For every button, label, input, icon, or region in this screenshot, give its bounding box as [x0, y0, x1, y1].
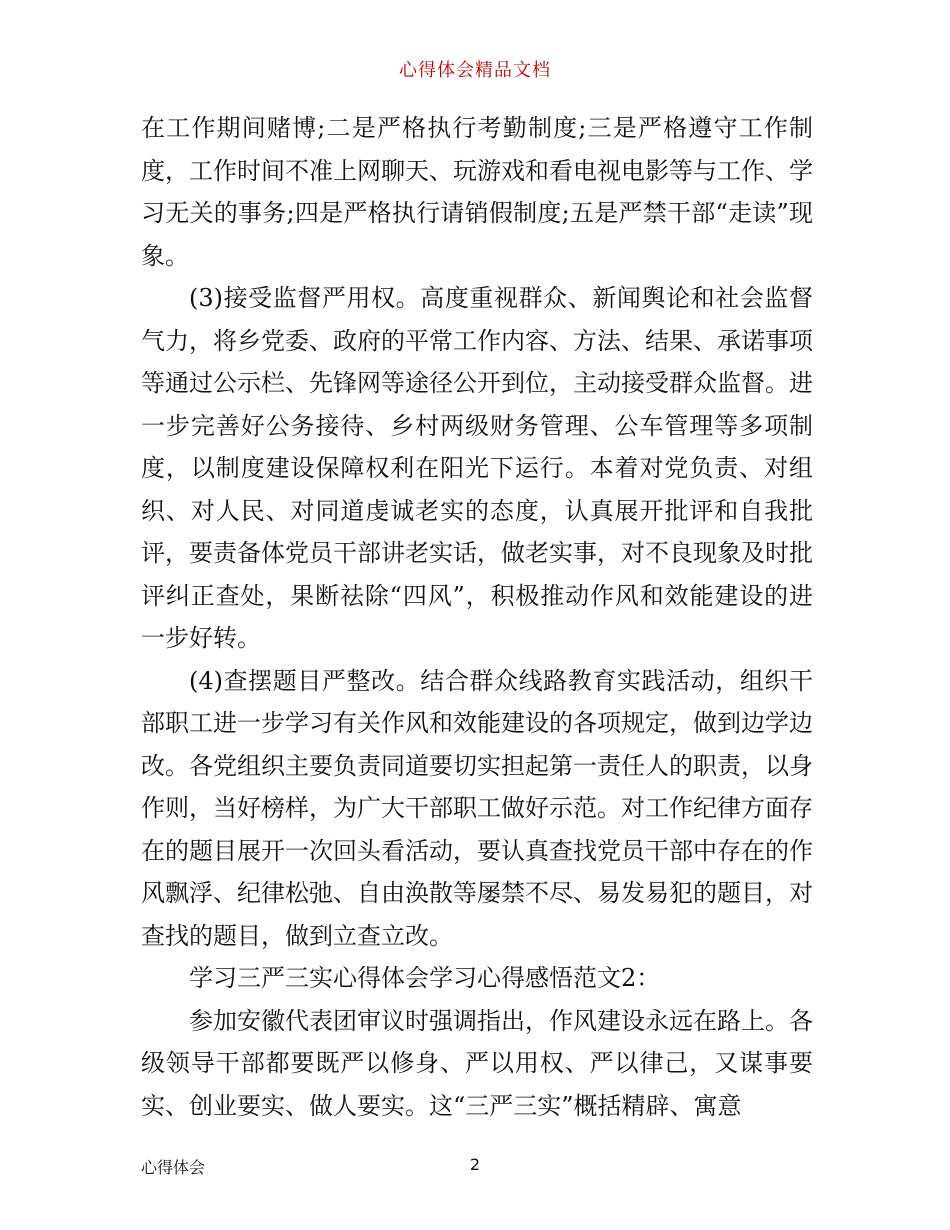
section-heading-sample-2: 学习三严三实心得体会学习心得感悟范文2：	[189, 964, 661, 992]
page-number: 2	[469, 1155, 481, 1174]
paragraph-three-strict-three-solid: 参加安徽代表团审议时强调指出，作风建设永远在路上。各级领导干部都要既严以修身、严以用权、严以律己，又谋事要实、创业要实、做人要实。这“三严三实”概括精辟、寓意	[141, 1006, 813, 1120]
footer-label: 心得体会	[141, 1158, 206, 1177]
paragraph-continuation: 在工作期间赌博;二是严格执行考勤制度;三是严格遵守工作制度，工作时间不准上网聊天、玩游戏和看电视电影等与工作、学习无关的事务;四是严格执行请销假制度;五是严禁干部“走读”现象。	[141, 114, 813, 270]
paragraph-rectification: (4)查摆题目严整改。结合群众线路教育实践活动，组织干部职工进一步学习有关作风和效能建设的各项规定，做到边学边改。各党组织主要负责同道要切实担起第一责任人的职责，以身作则，当好榜样，为广大干部职工做好示范。对工作纪律方面存在的题目展开一次回头看活动，要认真查找党员干部中存在的作风飘浮、纪律松弛、自由涣散等屡禁不尽、易发易犯的题目，对查找的题目，做到立查立改。	[141, 666, 813, 950]
paragraph-accept-supervision: (3)接受监督严用权。高度重视群众、新闻舆论和社会监督气力，将乡党委、政府的平常工作内容、方法、结果、承诺事项等通过公示栏、先锋网等途径公开到位，主动接受群众监督。进一步完善好公务接待、乡村两级财务管理、公车管理等多项制度，以制度建设保障权利在阳光下运行。本着对党负责、对组织、对人民、对同道虔诚老实的态度，认真展开批评和自我批评，要责备体党员干部讲老实话，做老实事，对不良现象及时批评纠正查处，果断祛除“四风”，积极推动作风和效能建设的进一步好转。	[141, 284, 813, 652]
document-body	[141, 107, 813, 1127]
page-header-title: 心得体会精品文档	[399, 60, 551, 81]
